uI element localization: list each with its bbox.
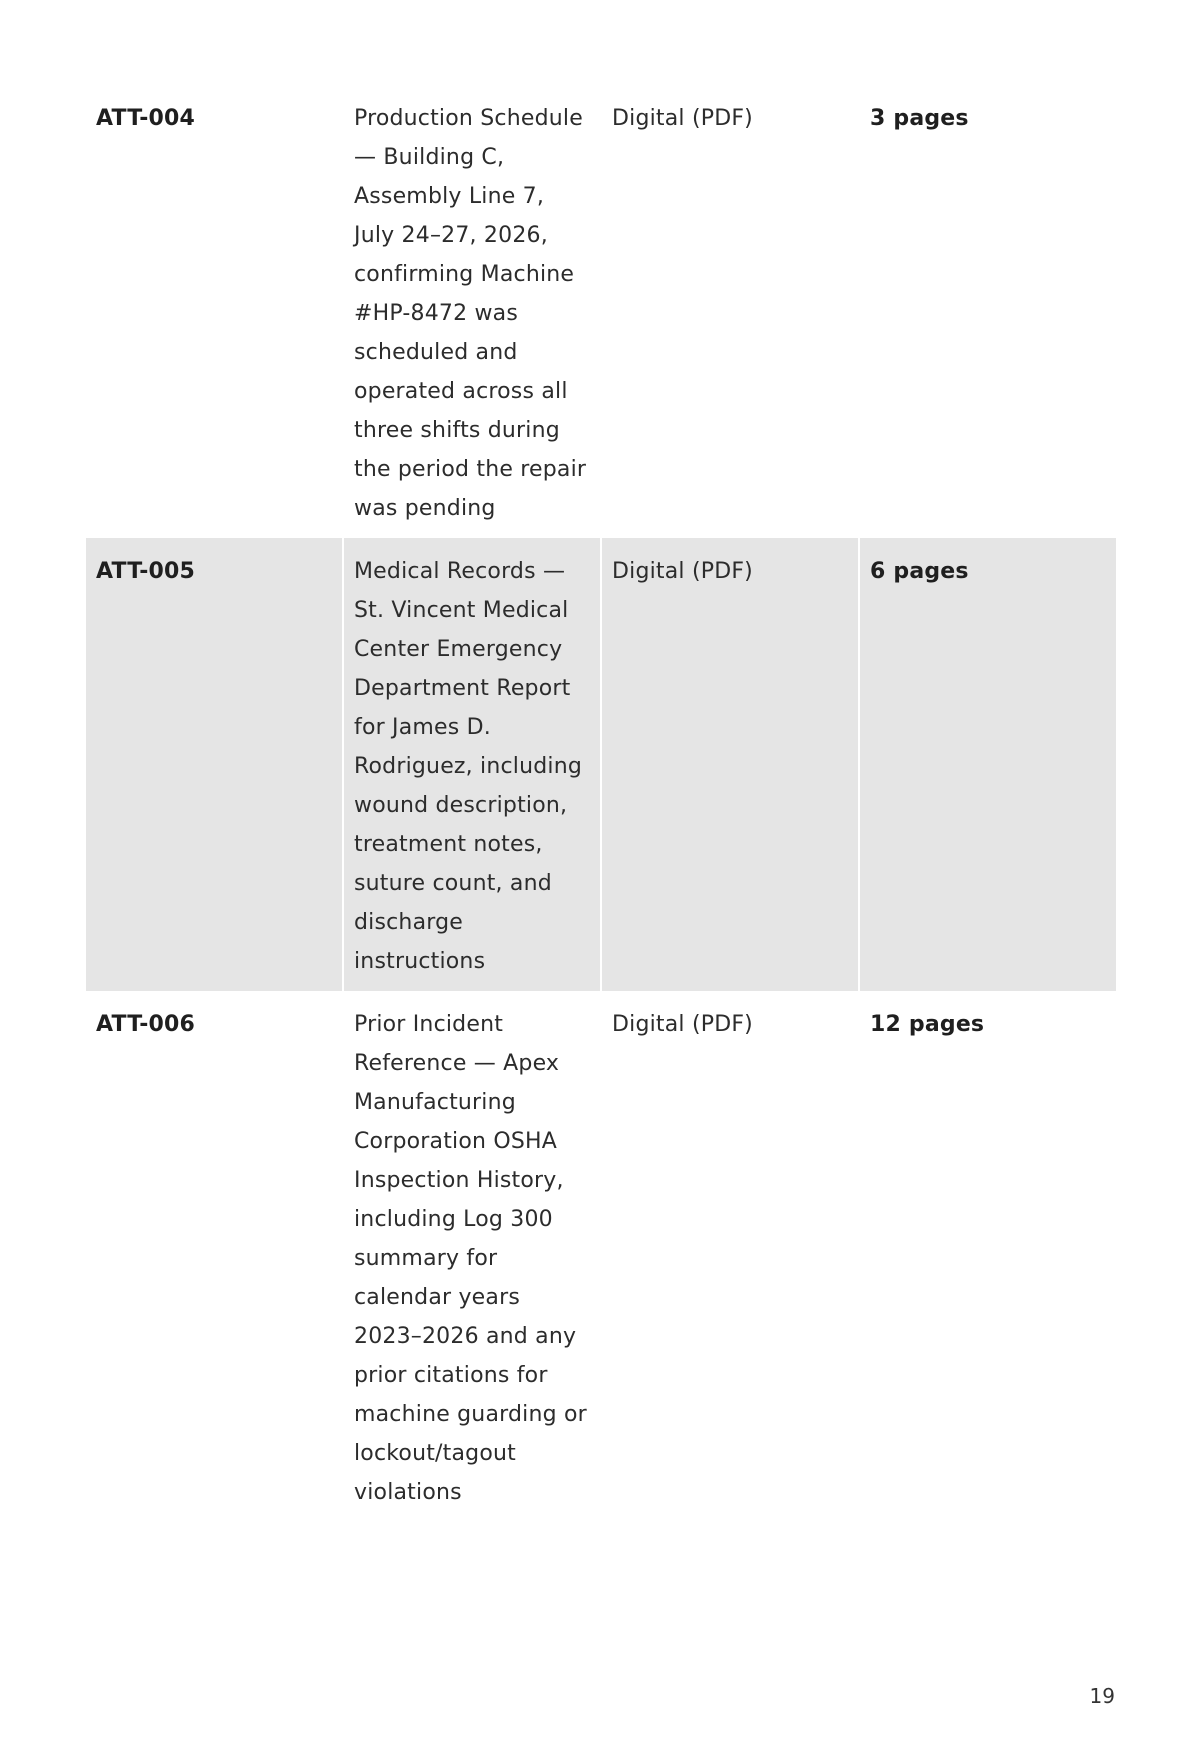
- attachment-description: Production Schedule — Building C, Assembly Line 7, July 24–27, 2026, confirming Machine #HP-8472 was scheduled and operated across all three shifts during the period the repair was pending: [354, 106, 587, 521]
- table-row: [86, 991, 1116, 1522]
- attachment-page-count: 12 pages: [870, 1012, 985, 1037]
- attachment-format: Digital (PDF): [612, 106, 753, 131]
- attachment-id: ATT-005: [86, 538, 342, 991]
- table-row: [86, 538, 1116, 991]
- attachment-description: Prior Incident Reference — Apex Manufacturing Corporation OSHA Inspection History, including Log 300 summary for calendar years 2023–2026 and any prior citations for machine guarding or lockout/tagout violations: [354, 1012, 587, 1505]
- table-row: [86, 85, 1116, 538]
- attachment-page-count: 6 pages: [860, 538, 1116, 991]
- attachment-format: Digital (PDF): [602, 538, 858, 991]
- attachment-description: Medical Records — St. Vincent Medical Center Emergency Department Report for James D. Rodriguez, including wound description, treatment notes, suture count, and discharge instructions: [344, 538, 600, 991]
- attachment-id: ATT-006: [96, 1012, 196, 1037]
- attachment-id: ATT-004: [96, 106, 196, 131]
- attachment-format: Digital (PDF): [612, 1012, 753, 1037]
- page-number: 19: [1089, 1684, 1115, 1708]
- attachment-page-count: 3 pages: [870, 106, 969, 131]
- attachments-table: [84, 85, 1118, 1522]
